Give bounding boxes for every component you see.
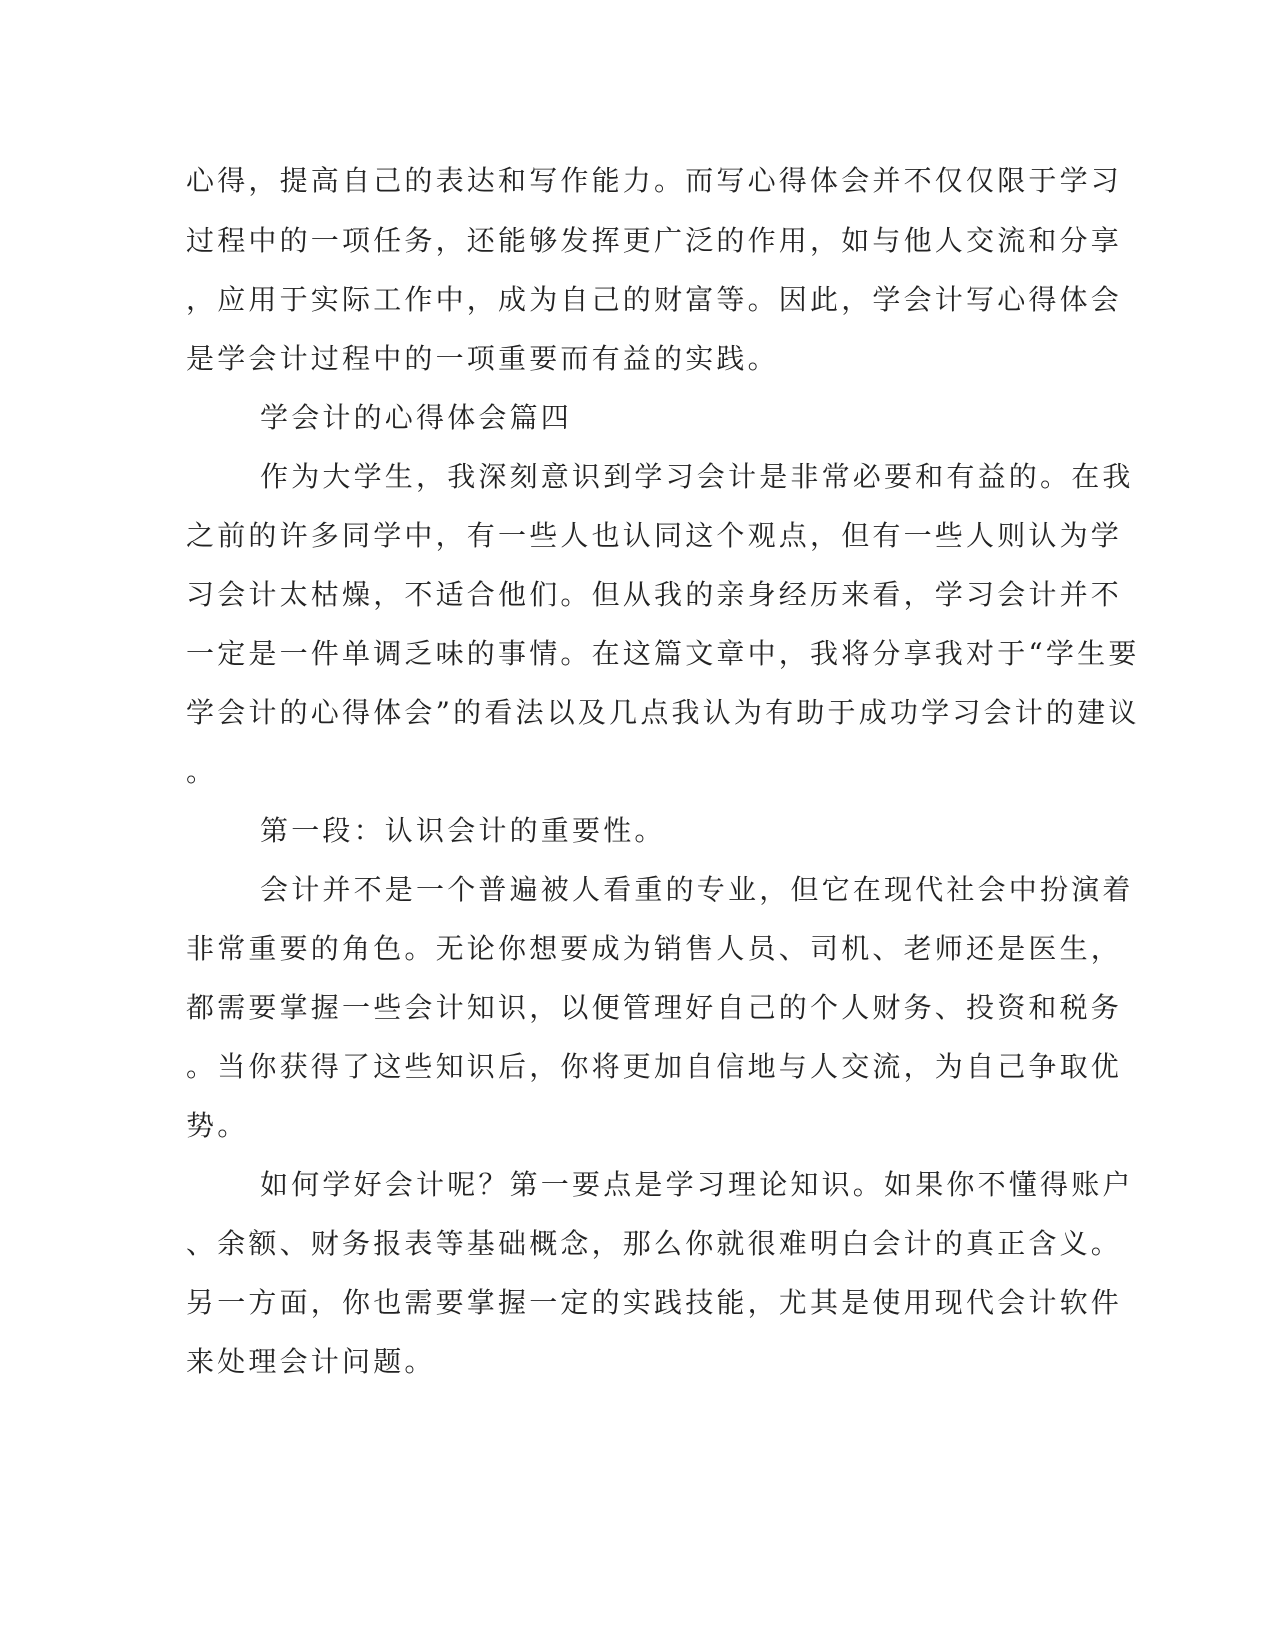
text-line: 过程中的一项任务，还能够发挥更广泛的作用，如与他人交流和分享: [186, 224, 1123, 257]
text-line: 都需要掌握一些会计知识，以便管理好自己的个人财务、投资和税务: [186, 991, 1123, 1024]
text-line: 会计并不是一个普遍被人看重的专业，但它在现代社会中扮演着: [260, 873, 1134, 906]
text-line: 如何学好会计呢？第一要点是学习理论知识。如果你不懂得账户: [260, 1168, 1134, 1201]
text-line: 学会计的心得体会”的看法以及几点我认为有助于成功学习会计的建议: [186, 696, 1140, 729]
section-heading: 学会计的心得体会篇四: [260, 401, 573, 434]
text-line: ，应用于实际工作中，成为自己的财富等。因此，学会计写心得体会: [186, 283, 1123, 316]
text-line: 之前的许多同学中，有一些人也认同这个观点，但有一些人则认为学: [186, 519, 1123, 552]
text-line: 。当你获得了这些知识后，你将更加自信地与人交流，为自己争取优: [186, 1050, 1123, 1083]
text-line: 心得，提高自己的表达和写作能力。而写心得体会并不仅仅限于学习: [186, 164, 1123, 197]
paragraph-heading: 第一段：认识会计的重要性。: [260, 814, 666, 847]
text-line: 作为大学生，我深刻意识到学习会计是非常必要和有益的。在我: [260, 460, 1134, 493]
text-line: 另一方面，你也需要掌握一定的实践技能，尤其是使用现代会计软件: [186, 1286, 1123, 1319]
text-line: 势。: [186, 1109, 249, 1142]
text-line: 来处理会计问题。: [186, 1345, 436, 1378]
text-line: 一定是一件单调乏味的事情。在这篇文章中，我将分享我对于“学生要: [186, 637, 1140, 670]
text-line: 非常重要的角色。无论你想要成为销售人员、司机、老师还是医生，: [186, 932, 1123, 965]
text-line: 是学会计过程中的一项重要而有益的实践。: [186, 342, 779, 375]
text-line: 。: [186, 755, 218, 788]
text-line: 、余额、财务报表等基础概念，那么你就很难明白会计的真正含义。: [186, 1227, 1123, 1260]
text-line: 习会计太枯燥，不适合他们。但从我的亲身经历来看，学习会计并不: [186, 578, 1123, 611]
